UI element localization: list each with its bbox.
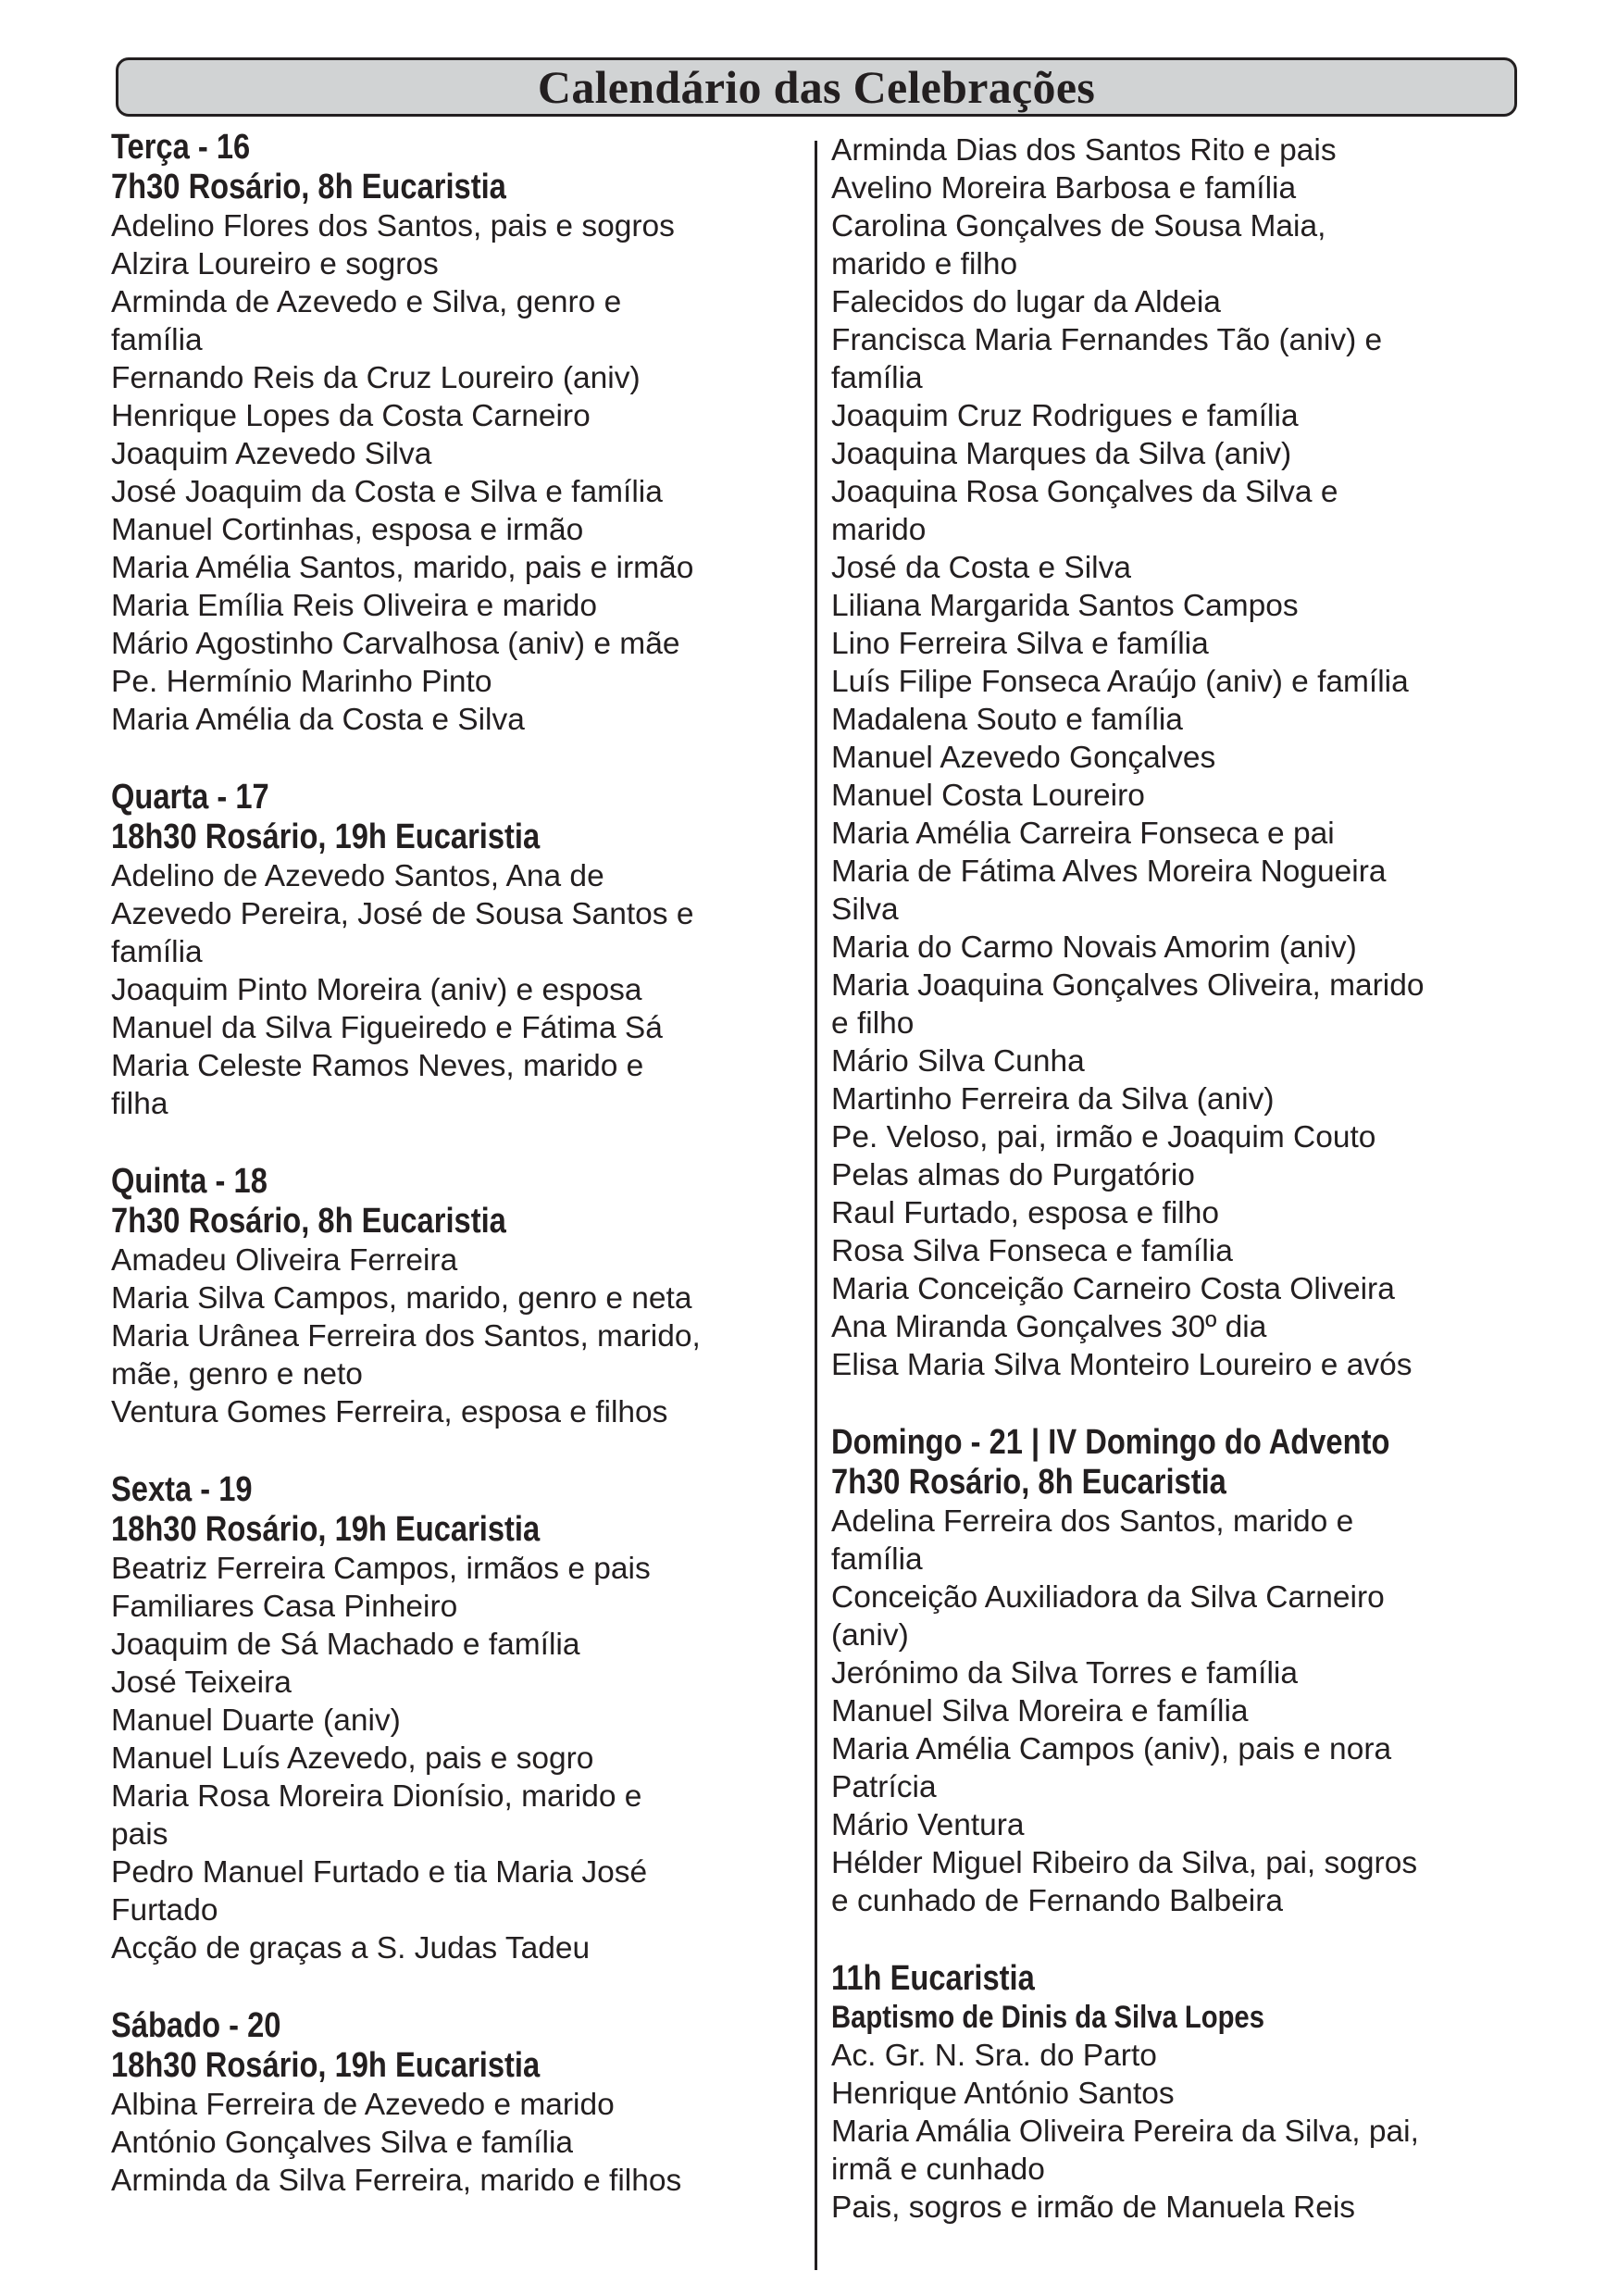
intention-entry: Azevedo Pereira, José de Sousa Santos e bbox=[111, 897, 694, 931]
intention-entry: Ventura Gomes Ferreira, esposa e filhos bbox=[111, 1395, 668, 1429]
intention-entry: Maria Emília Reis Oliveira e marido bbox=[111, 589, 597, 623]
intention-entry: Adelino de Azevedo Santos, Ana de bbox=[111, 859, 604, 893]
intention-entry: família bbox=[111, 935, 203, 969]
intention-entry: e filho bbox=[831, 1006, 915, 1041]
day-heading: Quinta - 18 bbox=[111, 1162, 268, 1201]
intention-entry: António Gonçalves Silva e família bbox=[111, 2126, 574, 2160]
intention-entry: Maria Amélia Santos, marido, pais e irmão bbox=[111, 551, 694, 585]
service-subheading: Baptismo de Dinis da Silva Lopes bbox=[831, 2000, 1264, 2035]
intention-entry: Maria Rosa Moreira Dionísio, marido e bbox=[111, 1779, 642, 1814]
intention-entry: Rosa Silva Fonseca e família bbox=[831, 1234, 1233, 1268]
intention-entry: Manuel Cortinhas, esposa e irmão bbox=[111, 513, 584, 547]
left-column bbox=[111, 128, 815, 2239]
service-time: 18h30 Rosário, 19h Eucaristia bbox=[111, 817, 541, 856]
intention-entry: Maria Amélia da Costa e Silva bbox=[111, 703, 525, 737]
intention-entry: Joaquim Azevedo Silva bbox=[111, 437, 432, 471]
intention-entry: Pedro Manuel Furtado e tia Maria José bbox=[111, 1855, 648, 1890]
right-column bbox=[831, 131, 1535, 2265]
intention-entry: Falecidos do lugar da Aldeia bbox=[831, 285, 1221, 319]
intention-entry: Joaquina Marques da Silva (aniv) bbox=[831, 437, 1292, 471]
intention-entry: Manuel Silva Moreira e família bbox=[831, 1694, 1249, 1728]
service-time: 18h30 Rosário, 19h Eucaristia bbox=[111, 2046, 541, 2085]
day-section bbox=[111, 2006, 815, 2200]
intention-entry: Joaquim Pinto Moreira (aniv) e esposa bbox=[111, 973, 642, 1007]
intention-entry: Pelas almas do Purgatório bbox=[831, 1158, 1195, 1192]
intention-entry: Furtado bbox=[111, 1893, 218, 1928]
intention-entry: Madalena Souto e família bbox=[831, 703, 1183, 737]
intention-entry: Carolina Gonçalves de Sousa Maia, bbox=[831, 209, 1326, 243]
intention-entry: Silva bbox=[831, 892, 899, 927]
day-section bbox=[111, 128, 815, 739]
intention-entry: Albina Ferreira de Azevedo e marido bbox=[111, 2088, 615, 2122]
intention-entry: Alzira Loureiro e sogros bbox=[111, 247, 439, 281]
intention-entry: Amadeu Oliveira Ferreira bbox=[111, 1243, 458, 1278]
intention-entry: Maria de Fátima Alves Moreira Nogueira bbox=[831, 855, 1387, 889]
intention-entry: Beatriz Ferreira Campos, irmãos e pais bbox=[111, 1552, 651, 1586]
intention-entry: José Joaquim da Costa e Silva e família bbox=[111, 475, 663, 509]
intention-entry: filha bbox=[111, 1087, 168, 1121]
intention-entry: Maria Amélia Campos (aniv), pais e nora bbox=[831, 1732, 1392, 1766]
day-section bbox=[831, 1423, 1535, 1920]
intention-entry: Francisca Maria Fernandes Tão (aniv) e bbox=[831, 323, 1383, 357]
intention-entry: Arminda da Silva Ferreira, marido e filhos bbox=[111, 2164, 682, 2198]
intention-entry: Maria Amélia Carreira Fonseca e pai bbox=[831, 817, 1335, 851]
intention-entry: Mário Ventura bbox=[831, 1808, 1025, 1842]
intention-entry: Maria do Carmo Novais Amorim (aniv) bbox=[831, 930, 1357, 965]
intention-entry: Avelino Moreira Barbosa e família bbox=[831, 171, 1297, 206]
intention-entry: Maria Conceição Carneiro Costa Oliveira bbox=[831, 1272, 1395, 1306]
day-section bbox=[831, 131, 1535, 1384]
intention-entry: Maria Silva Campos, marido, genro e neta bbox=[111, 1281, 692, 1316]
intention-entry: Henrique António Santos bbox=[831, 2077, 1175, 2111]
day-heading: Domingo - 21 | IV Domingo do Advento bbox=[831, 1423, 1390, 1462]
service-time: 18h30 Rosário, 19h Eucaristia bbox=[111, 1510, 541, 1549]
intention-entry: Joaquim Cruz Rodrigues e família bbox=[831, 399, 1299, 433]
intention-entry: Elisa Maria Silva Monteiro Loureiro e avós bbox=[831, 1348, 1413, 1382]
intention-entry: Jerónimo da Silva Torres e família bbox=[831, 1656, 1298, 1691]
intention-entry: Pais, sogros e irmão de Manuela Reis bbox=[831, 2190, 1356, 2225]
intention-entry: Ana Miranda Gonçalves 30º dia bbox=[831, 1310, 1267, 1344]
day-section bbox=[831, 1959, 1535, 2227]
intention-entry: Luís Filipe Fonseca Araújo (aniv) e família bbox=[831, 665, 1409, 699]
day-section bbox=[111, 1470, 815, 1967]
intention-entry: Maria Joaquina Gonçalves Oliveira, marido bbox=[831, 968, 1425, 1003]
intention-entry: Familiares Casa Pinheiro bbox=[111, 1590, 458, 1624]
intention-entry: Acção de graças a S. Judas Tadeu bbox=[111, 1931, 591, 1965]
intention-entry: família bbox=[111, 323, 203, 357]
day-heading: Sexta - 19 bbox=[111, 1470, 253, 1509]
intention-entry: Maria Urânea Ferreira dos Santos, marido, bbox=[111, 1319, 701, 1354]
day-section bbox=[111, 778, 815, 1123]
intention-entry: José Teixeira bbox=[111, 1666, 292, 1700]
intention-entry: Pe. Hermínio Marinho Pinto bbox=[111, 665, 492, 699]
service-time: 11h Eucaristia bbox=[831, 1959, 1035, 1998]
intention-entry: Henrique Lopes da Costa Carneiro bbox=[111, 399, 591, 433]
intention-entry: Martinho Ferreira da Silva (aniv) bbox=[831, 1082, 1275, 1117]
day-section bbox=[111, 1162, 815, 1431]
page-title-banner bbox=[116, 57, 1517, 117]
intention-entry: marido bbox=[831, 513, 927, 547]
intention-entry: pais bbox=[111, 1817, 168, 1852]
intention-entry: Mário Agostinho Carvalhosa (aniv) e mãe bbox=[111, 627, 680, 661]
intention-entry: Joaquim de Sá Machado e família bbox=[111, 1628, 580, 1662]
intention-entry: Conceição Auxiliadora da Silva Carneiro bbox=[831, 1580, 1385, 1615]
column-divider bbox=[815, 141, 817, 2270]
intention-entry: Arminda Dias dos Santos Rito e pais bbox=[831, 133, 1337, 168]
service-time: 7h30 Rosário, 8h Eucaristia bbox=[111, 1202, 506, 1241]
intention-entry: irmã e cunhado bbox=[831, 2152, 1045, 2187]
intention-entry: Manuel Costa Loureiro bbox=[831, 779, 1145, 813]
intention-entry: Fernando Reis da Cruz Loureiro (aniv) bbox=[111, 361, 641, 395]
intention-entry: Joaquina Rosa Gonçalves da Silva e bbox=[831, 475, 1338, 509]
intention-entry: Liliana Margarida Santos Campos bbox=[831, 589, 1299, 623]
intention-entry: mãe, genro e neto bbox=[111, 1357, 363, 1391]
intention-entry: e cunhado de Fernando Balbeira bbox=[831, 1884, 1283, 1918]
day-heading: Terça - 16 bbox=[111, 128, 251, 167]
day-heading: Sábado - 20 bbox=[111, 2006, 281, 2045]
service-time: 7h30 Rosário, 8h Eucaristia bbox=[111, 168, 506, 206]
intention-entry: Maria Amália Oliveira Pereira da Silva, pai, bbox=[831, 2115, 1419, 2149]
day-heading: Quarta - 17 bbox=[111, 778, 269, 817]
intention-entry: família bbox=[831, 1542, 923, 1577]
intention-entry: Ac. Gr. N. Sra. do Parto bbox=[831, 2039, 1157, 2073]
intention-entry: Manuel Azevedo Gonçalves bbox=[831, 741, 1216, 775]
intention-entry: Patrícia bbox=[831, 1770, 937, 1804]
intention-entry: Manuel Duarte (aniv) bbox=[111, 1703, 401, 1738]
intention-entry: (aniv) bbox=[831, 1618, 909, 1653]
service-time: 7h30 Rosário, 8h Eucaristia bbox=[831, 1463, 1226, 1502]
intention-entry: Raul Furtado, esposa e filho bbox=[831, 1196, 1219, 1230]
intention-entry: Pe. Veloso, pai, irmão e Joaquim Couto bbox=[831, 1120, 1376, 1154]
intention-entry: Hélder Miguel Ribeiro da Silva, pai, sogros bbox=[831, 1846, 1418, 1880]
intention-entry: família bbox=[831, 361, 923, 395]
intention-entry: Lino Ferreira Silva e família bbox=[831, 627, 1209, 661]
intention-entry: Manuel Luís Azevedo, pais e sogro bbox=[111, 1741, 594, 1776]
intention-entry: Maria Celeste Ramos Neves, marido e bbox=[111, 1049, 644, 1083]
intention-entry: Adelino Flores dos Santos, pais e sogros bbox=[111, 209, 675, 243]
intention-entry: Adelina Ferreira dos Santos, marido e bbox=[831, 1504, 1354, 1539]
intention-entry: Manuel da Silva Figueiredo e Fátima Sá bbox=[111, 1011, 663, 1045]
intention-entry: José da Costa e Silva bbox=[831, 551, 1132, 585]
intention-entry: marido e filho bbox=[831, 247, 1018, 281]
page-title: Calendário das Celebrações bbox=[537, 61, 1096, 113]
intention-entry: Arminda de Azevedo e Silva, genro e bbox=[111, 285, 622, 319]
intention-entry: Mário Silva Cunha bbox=[831, 1044, 1085, 1079]
